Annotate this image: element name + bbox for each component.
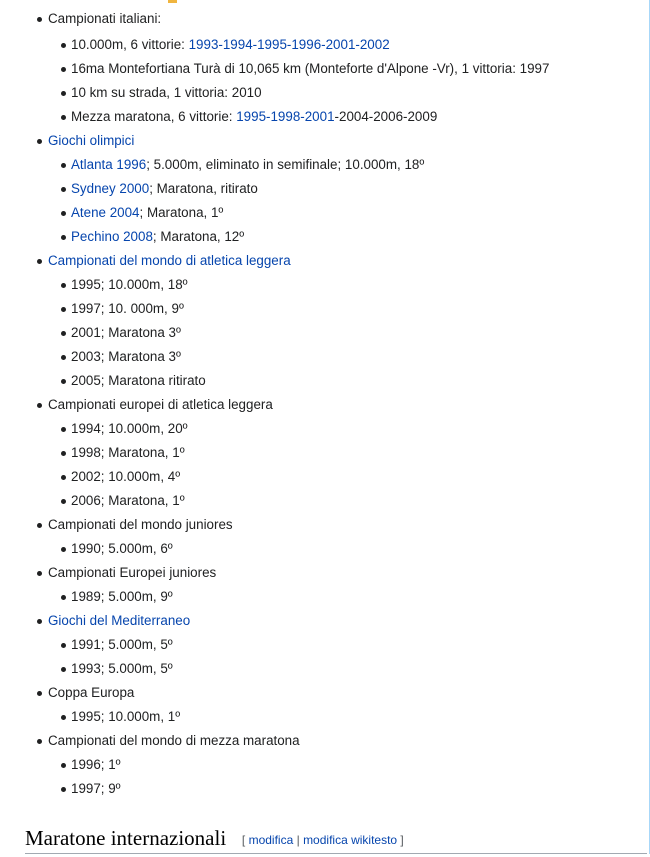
list-item: 1990; 5.000m, 6º [48, 537, 640, 561]
olympics-link[interactable]: Atlanta 1996 [71, 157, 147, 172]
list-item: 1993; 5.000m, 5º [48, 657, 640, 681]
list-item: Mezza maratona, 6 vittorie: 1995-1998-2001-2004-2006-2009 [48, 105, 640, 129]
years-link[interactable]: 1993-1994-1995-1996-2001-2002 [188, 37, 390, 52]
section-campionati-europei [0, 393, 640, 513]
olympics-link[interactable]: Pechino 2008 [71, 229, 153, 244]
list-item: 16ma Montefortiana Turà di 10,065 km (Monteforte d'Alpone -Vr), 1 vittoria: 1997 [48, 57, 640, 81]
list-item: 2003; Maratona 3º [48, 345, 640, 369]
years-link[interactable]: 1995-1998-2001 [236, 109, 335, 124]
section-label: Campionati Europei juniores [48, 561, 640, 585]
list-item: 2005; Maratona ritirato [48, 369, 640, 393]
list-item: 1997; 10. 000m, 9º [48, 297, 640, 321]
section-campionati-mondo [0, 249, 640, 393]
section-mondo-juniores [0, 513, 640, 561]
edit-source-link[interactable]: modifica wikitesto [303, 833, 398, 847]
list-item: 2002; 10.000m, 4º [48, 465, 640, 489]
list-item: Sydney 2000; Maratona, ritirato [48, 177, 640, 201]
section-giochi-mediterraneo [0, 609, 640, 681]
list-item: 1995; 10.000m, 18º [48, 273, 640, 297]
section-campionati-italiani [0, 7, 640, 129]
section-europei-juniores [0, 561, 640, 609]
list-item: 1996; 1º [48, 753, 640, 777]
section-label: Campionati del mondo di mezza maratona [48, 729, 640, 753]
list-item: 1991; 5.000m, 5º [48, 633, 640, 657]
list-item: 1994; 10.000m, 20º [48, 417, 640, 441]
section-giochi-olimpici [0, 129, 640, 249]
list-item: 1997; 9º [48, 777, 640, 801]
list-item: Atlanta 1996; 5.000m, eliminato in semifinale; 10.000m, 18º [48, 153, 640, 177]
section-label: Campionati del mondo juniores [48, 513, 640, 537]
section-label: Coppa Europa [48, 681, 640, 705]
list-item: 1998; Maratona, 1º [48, 441, 640, 465]
list-item: 1995; 10.000m, 1º [48, 705, 640, 729]
list-item: 10.000m, 6 vittorie: 1993-1994-1995-1996-2001-2002 [48, 33, 640, 57]
section-coppa-europa [0, 681, 640, 729]
olympics-link[interactable]: Sydney 2000 [71, 181, 150, 196]
list-item: Atene 2004; Maratona, 1º [48, 201, 640, 225]
olympics-link[interactable]: Atene 2004 [71, 205, 140, 220]
list-item: 10 km su strada, 1 vittoria: 2010 [48, 81, 640, 105]
section-mondo-mezza-maratona [0, 729, 640, 801]
section-link-campionati-mondo[interactable]: Campionati del mondo di atletica leggera [48, 249, 640, 273]
top-accent-mark [168, 0, 177, 3]
section-heading-maratone-internazionali [25, 823, 647, 854]
achievements-list [0, 7, 640, 801]
list-item: 2006; Maratona, 1º [48, 489, 640, 513]
section-link-giochi-olimpici[interactable]: Giochi olimpici [48, 129, 640, 153]
list-item: 1989; 5.000m, 9º [48, 585, 640, 609]
section-link-giochi-mediterraneo[interactable]: Giochi del Mediterraneo [48, 609, 640, 633]
list-item: Pechino 2008; Maratona, 12º [48, 225, 640, 249]
section-label: Campionati europei di atletica leggera [48, 393, 640, 417]
edit-section-links: [ modifica | modifica wikitesto ] [241, 833, 404, 847]
list-item: 2001; Maratona 3º [48, 321, 640, 345]
section-heading-title: Maratone internazionali [25, 826, 227, 850]
edit-link[interactable]: modifica [248, 833, 294, 847]
section-label: Campionati italiani: [48, 7, 640, 31]
